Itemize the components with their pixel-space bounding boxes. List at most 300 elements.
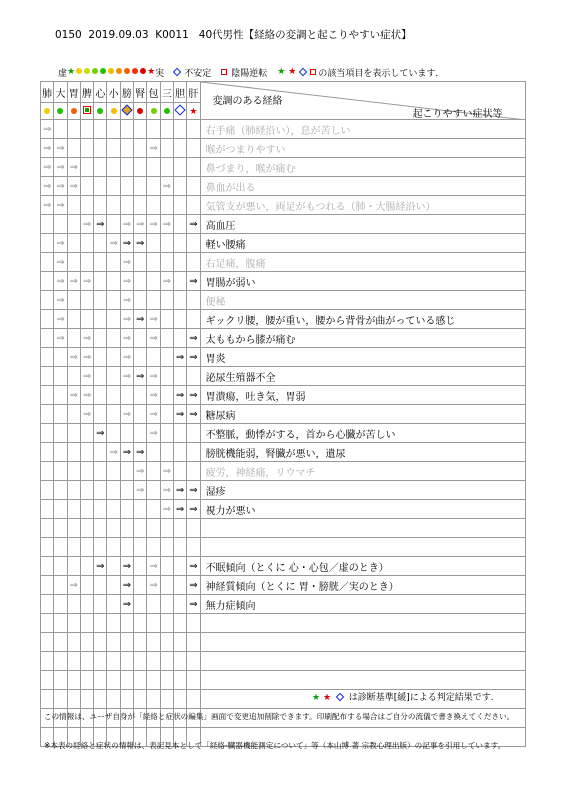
meridian-cell: [107, 158, 120, 177]
meridian-cell: [54, 367, 67, 386]
gradient-dot: [108, 68, 114, 74]
symptom-text: 鼻づまり，喉が痛む: [200, 158, 525, 177]
meridian-cell: [134, 272, 147, 291]
meridian-marker: [67, 103, 80, 120]
meridian-cell: [94, 367, 107, 386]
meridian-cell: [147, 443, 160, 462]
meridian-marker: [173, 103, 186, 120]
meridian-cell: ⇒: [134, 462, 147, 481]
meridian-cell: [147, 652, 160, 671]
meridian-cell: ⇒: [187, 405, 200, 424]
meridian-cell: ⇒: [120, 272, 133, 291]
symptom-text: 右手痛（肺経沿い），息が苦しい: [200, 120, 525, 139]
meridian-cell: ⇒: [67, 386, 80, 405]
meridian-cell: [134, 576, 147, 595]
judgement-note: ★ ★ は診断基準[緩]による判定結果です.: [312, 693, 494, 703]
meridian-cell: [54, 595, 67, 614]
meridian-cell: [173, 329, 186, 348]
status-dot-icon: [57, 108, 63, 114]
meridian-cell: [173, 595, 186, 614]
symptom-text: 右足痛，腹痛: [200, 253, 525, 272]
meridian-cell: ⇒: [120, 576, 133, 595]
affected-meridian-label: 変調のある経絡: [212, 96, 283, 107]
meridian-cell: [160, 405, 173, 424]
meridian-cell: [41, 424, 54, 443]
meridian-cell: [107, 120, 120, 139]
symptom-row: [41, 538, 526, 557]
meridian-cell: ⇒: [173, 405, 186, 424]
meridian-cell: [173, 234, 186, 253]
meridian-cell: [80, 633, 93, 652]
meridian-cell: [94, 519, 107, 538]
meridian-cell: ⇒: [41, 120, 54, 139]
meridian-cell: [67, 253, 80, 272]
meridian-cell: [41, 462, 54, 481]
meridian-marker: [160, 103, 173, 120]
meridian-cell: [41, 500, 54, 519]
meridian-cell: [160, 348, 173, 367]
meridian-cell: [147, 196, 160, 215]
meridian-cell: [134, 196, 147, 215]
red-star-icon: ★: [322, 693, 332, 703]
meridian-cell: [54, 690, 67, 709]
meridian-marker: [134, 103, 147, 120]
meridian-cell: [94, 500, 107, 519]
meridian-cell: ⇒: [187, 386, 200, 405]
meridian-cell: [173, 462, 186, 481]
legend: [58, 66, 438, 78]
meridian-cell: [80, 120, 93, 139]
symptom-row: [41, 120, 526, 139]
meridian-cell: [134, 348, 147, 367]
meridian-cell: ⇒: [120, 595, 133, 614]
meridian-cell: [41, 690, 54, 709]
red-star-icon: ★: [147, 67, 156, 77]
meridian-cell: ⇒: [80, 367, 93, 386]
meridian-cell: ⇒: [80, 215, 93, 234]
meridian-cell: [160, 234, 173, 253]
meridian-cell: [41, 405, 54, 424]
meridian-cell: [147, 595, 160, 614]
meridian-cell: [160, 652, 173, 671]
meridian-header: 肝: [187, 82, 200, 103]
meridian-cell: [173, 215, 186, 234]
meridian-cell: [67, 500, 80, 519]
meridian-cell: [94, 310, 107, 329]
meridian-cell: ⇒: [120, 310, 133, 329]
symptom-text: 軽い腰痛: [200, 234, 525, 253]
meridian-cell: [54, 652, 67, 671]
meridian-cell: ⇒: [120, 291, 133, 310]
meridian-cell: [54, 576, 67, 595]
meridian-cell: [134, 614, 147, 633]
meridian-cell: [67, 462, 80, 481]
meridian-cell: ⇒: [120, 215, 133, 234]
meridian-cell: [173, 671, 186, 690]
diamond-icon: [336, 693, 344, 701]
meridian-cell: ⇒: [147, 576, 160, 595]
meridian-cell: [160, 690, 173, 709]
meridian-cell: [187, 158, 200, 177]
meridian-cell: ⇒: [120, 557, 133, 576]
square-icon: [310, 69, 316, 75]
meridian-cell: [134, 671, 147, 690]
meridian-cell: ⇒: [147, 386, 160, 405]
meridian-cell: [187, 120, 200, 139]
star-icon: ★: [189, 106, 198, 117]
meridian-header: 小: [107, 82, 120, 103]
meridian-cell: ⇒: [80, 329, 93, 348]
meridian-cell: ⇒: [120, 405, 133, 424]
meridian-cell: [67, 595, 80, 614]
meridian-cell: [107, 424, 120, 443]
meridian-cell: [187, 652, 200, 671]
kyo-label: 虚: [58, 68, 68, 79]
symptom-row: [41, 310, 526, 329]
symptom-row: [41, 500, 526, 519]
symptom-row: [41, 177, 526, 196]
status-dot-icon: [44, 108, 50, 114]
meridian-cell: [147, 291, 160, 310]
meridian-cell: ⇒: [187, 481, 200, 500]
symptom-row: [41, 633, 526, 652]
meridian-cell: [173, 519, 186, 538]
meridian-cell: [54, 633, 67, 652]
meridian-cell: [120, 633, 133, 652]
meridian-cell: [160, 139, 173, 158]
meridian-cell: [107, 500, 120, 519]
symptom-text: [200, 671, 525, 690]
meridian-cell: [94, 291, 107, 310]
meridian-cell: [173, 633, 186, 652]
symptom-text: 疲労，神経痛，リウマチ: [200, 462, 525, 481]
meridian-cell: [134, 386, 147, 405]
meridian-cell: [107, 310, 120, 329]
meridian-cell: [94, 462, 107, 481]
meridian-cell: [54, 614, 67, 633]
meridian-cell: [187, 139, 200, 158]
meridian-cell: ⇒: [147, 310, 160, 329]
gradient-dot: [132, 68, 138, 74]
meridian-cell: [160, 576, 173, 595]
meridian-cell: [107, 348, 120, 367]
meridian-cell: [134, 291, 147, 310]
meridian-cell: ⇒: [120, 234, 133, 253]
meridian-cell: [107, 671, 120, 690]
jitsu-label: 実: [155, 68, 165, 79]
symptom-row: [41, 519, 526, 538]
meridian-cell: [67, 139, 80, 158]
meridian-cell: [67, 424, 80, 443]
meridian-cell: [41, 576, 54, 595]
meridian-cell: [107, 215, 120, 234]
status-dot-icon: [137, 108, 143, 114]
meridian-cell: [147, 671, 160, 690]
meridian-cell: [120, 519, 133, 538]
meridian-cell: [120, 424, 133, 443]
symptom-row: [41, 576, 526, 595]
meridian-cell: ⇒: [134, 215, 147, 234]
status-dot-icon: [151, 108, 157, 114]
unstable-diamond-icon: [174, 104, 185, 115]
meridian-cell: [147, 614, 160, 633]
meridian-cell: [134, 500, 147, 519]
meridian-cell: [107, 196, 120, 215]
meridian-cell: [187, 367, 200, 386]
symptom-text: [200, 538, 525, 557]
meridian-cell: [187, 538, 200, 557]
meridian-cell: [80, 196, 93, 215]
meridian-cell: [147, 500, 160, 519]
meridian-header: 三: [160, 82, 173, 103]
meridian-cell: [107, 139, 120, 158]
meridian-cell: [160, 291, 173, 310]
meridian-cell: [120, 158, 133, 177]
meridian-cell: [41, 272, 54, 291]
meridian-cell: [94, 671, 107, 690]
symptom-row: [41, 215, 526, 234]
meridian-cell: [80, 291, 93, 310]
status-dot-icon: [164, 108, 170, 114]
status-dot-icon: [71, 108, 77, 114]
meridian-cell: [120, 386, 133, 405]
symptom-row: [41, 481, 526, 500]
meridian-cell: [94, 405, 107, 424]
symptom-text: [200, 652, 525, 671]
meridian-cell: ⇒: [187, 329, 200, 348]
meridian-cell: [41, 633, 54, 652]
meridian-cell: [107, 367, 120, 386]
meridian-cell: [67, 367, 80, 386]
meridian-cell: [107, 519, 120, 538]
meridian-cell: [173, 576, 186, 595]
meridian-cell: ⇒: [54, 158, 67, 177]
meridian-cell: ⇒: [134, 367, 147, 386]
meridian-cell: ⇒: [160, 462, 173, 481]
meridian-cell: [173, 538, 186, 557]
meridian-cell: [67, 443, 80, 462]
symptom-row: [41, 348, 526, 367]
meridian-cell: ⇒: [41, 196, 54, 215]
meridian-cell: [67, 557, 80, 576]
meridian-cell: [160, 367, 173, 386]
meridian-cell: [54, 443, 67, 462]
symptom-row: [41, 462, 526, 481]
meridian-cell: [94, 386, 107, 405]
meridian-cell: [187, 253, 200, 272]
meridian-cell: [173, 424, 186, 443]
meridian-cell: [160, 633, 173, 652]
meridian-cell: [187, 462, 200, 481]
meridian-cell: [80, 462, 93, 481]
gradient-dot: [100, 68, 106, 74]
inyang-label: 陰陽逆転: [231, 68, 268, 79]
meridian-cell: [54, 462, 67, 481]
meridian-cell: [94, 234, 107, 253]
red-star-icon: ★: [288, 67, 297, 77]
meridian-cell: [160, 120, 173, 139]
info-note: この情報は、ユーザ自身が「経絡と症状の編集」画面で変更追加削除できます。印刷配布する場合はご自分の流儀で書き換えてください。: [44, 712, 515, 721]
meridian-cell: [107, 595, 120, 614]
meridian-cell: ⇒: [54, 234, 67, 253]
meridian-cell: [94, 443, 107, 462]
meridian-cell: ⇒: [80, 405, 93, 424]
meridian-cell: [107, 633, 120, 652]
meridian-cell: [41, 348, 54, 367]
meridian-cell: [107, 386, 120, 405]
meridian-cell: [41, 595, 54, 614]
symptom-text: 胃腸が弱い: [200, 272, 525, 291]
meridian-cell: [160, 196, 173, 215]
meridian-cell: [187, 424, 200, 443]
meridian-cell: [80, 557, 93, 576]
symptom-text: 不整脈，動悸がする，首から心臓が苦しい: [200, 424, 525, 443]
meridian-cell: ⇒: [54, 196, 67, 215]
meridian-cell: [54, 424, 67, 443]
meridian-cell: ⇒: [41, 158, 54, 177]
symptom-row: [41, 367, 526, 386]
meridian-header: 脾: [80, 82, 93, 103]
meridian-cell: ⇒: [54, 177, 67, 196]
meridian-cell: [147, 253, 160, 272]
symptom-text: 便秘: [200, 291, 525, 310]
meridian-cell: [67, 614, 80, 633]
meridian-cell: ⇒: [94, 424, 107, 443]
symptom-text: 太ももから膝が痛む: [200, 329, 525, 348]
meridian-cell: [67, 690, 80, 709]
meridian-cell: ⇒: [120, 443, 133, 462]
symptom-row: [41, 272, 526, 291]
meridian-cell: [160, 386, 173, 405]
meridian-cell: [54, 215, 67, 234]
meridian-cell: ⇒: [160, 500, 173, 519]
meridian-cell: [67, 519, 80, 538]
meridian-header: 膀: [120, 82, 133, 103]
meridian-cell: ⇒: [80, 348, 93, 367]
meridian-cell: ⇒: [54, 329, 67, 348]
symptom-row: [41, 196, 526, 215]
meridian-cell: [41, 329, 54, 348]
meridian-cell: [120, 690, 133, 709]
meridian-cell: [67, 538, 80, 557]
meridian-cell: ⇒: [187, 557, 200, 576]
meridian-cell: [187, 519, 200, 538]
meridian-cell: [80, 177, 93, 196]
green-star-icon: ★: [277, 67, 286, 77]
meridian-cell: [107, 538, 120, 557]
gradient-dot: [116, 68, 122, 74]
symptom-row: [41, 595, 526, 614]
gradient-dot: [140, 68, 146, 74]
meridian-cell: [94, 595, 107, 614]
applicable-label: の該当項目を表示しています.: [318, 68, 439, 79]
meridian-cell: [54, 538, 67, 557]
symptom-row: [41, 424, 526, 443]
meridian-cell: [67, 633, 80, 652]
symptom-row: [41, 443, 526, 462]
meridian-cell: [134, 557, 147, 576]
meridian-cell: [94, 576, 107, 595]
meridian-cell: [173, 158, 186, 177]
meridian-cell: ⇒: [54, 310, 67, 329]
meridian-cell: [120, 538, 133, 557]
meridian-cell: ⇒: [41, 139, 54, 158]
symptom-text: 不眠傾向（とくに 心・心包／虚のとき）: [200, 557, 525, 576]
meridian-cell: ⇒: [187, 576, 200, 595]
meridian-cell: [147, 234, 160, 253]
meridian-cell: [41, 519, 54, 538]
meridian-cell: ⇒: [147, 424, 160, 443]
meridian-cell: [54, 120, 67, 139]
meridian-cell: ⇒: [173, 348, 186, 367]
meridian-cell: [107, 614, 120, 633]
meridian-cell: [173, 291, 186, 310]
meridian-cell: [147, 120, 160, 139]
symptom-header: [200, 82, 525, 120]
meridian-cell: ⇒: [187, 595, 200, 614]
meridian-cell: ⇒: [54, 253, 67, 272]
meridian-cell: [120, 177, 133, 196]
meridian-cell: [160, 443, 173, 462]
meridian-cell: [41, 291, 54, 310]
meridian-cell: [134, 424, 147, 443]
meridian-cell: [147, 272, 160, 291]
diamond-icon: [173, 68, 181, 76]
meridian-cell: [120, 671, 133, 690]
meridian-cell: [94, 272, 107, 291]
meridian-cell: [107, 690, 120, 709]
meridian-cell: [107, 272, 120, 291]
meridian-cell: [160, 595, 173, 614]
meridian-cell: [107, 405, 120, 424]
meridian-cell: [54, 386, 67, 405]
meridian-cell: [187, 443, 200, 462]
meridian-table: [40, 81, 526, 747]
meridian-cell: [134, 120, 147, 139]
meridian-cell: ⇒: [94, 557, 107, 576]
symptom-row: [41, 671, 526, 690]
meridian-cell: [173, 367, 186, 386]
meridian-cell: [41, 481, 54, 500]
meridian-cell: [147, 481, 160, 500]
meridian-cell: [134, 177, 147, 196]
meridian-cell: [94, 139, 107, 158]
meridian-cell: [67, 234, 80, 253]
meridian-cell: [54, 348, 67, 367]
meridian-cell: [173, 443, 186, 462]
page-title: 0150 2019.09.03 K0011 40代男性【経絡の変調と起こりやすい症状】: [55, 29, 412, 41]
meridian-cell: [120, 139, 133, 158]
meridian-cell: [120, 196, 133, 215]
meridian-cell: [80, 481, 93, 500]
meridian-cell: ⇒: [120, 329, 133, 348]
gradient-dots: [75, 67, 147, 77]
meridian-cell: [134, 595, 147, 614]
meridian-cell: [187, 177, 200, 196]
meridian-cell: ⇒: [160, 272, 173, 291]
meridian-cell: [41, 310, 54, 329]
meridian-cell: [134, 329, 147, 348]
meridian-cell: [41, 253, 54, 272]
meridian-cell: [187, 234, 200, 253]
symptom-text: 神経質傾向（とくに 胃・膀胱／実のとき）: [200, 576, 525, 595]
symptom-row: [41, 614, 526, 633]
symptom-row: [41, 139, 526, 158]
meridian-cell: ⇒: [147, 329, 160, 348]
unstable-diamond-icon: [121, 104, 132, 115]
meridian-cell: [147, 348, 160, 367]
meridian-cell: [94, 652, 107, 671]
